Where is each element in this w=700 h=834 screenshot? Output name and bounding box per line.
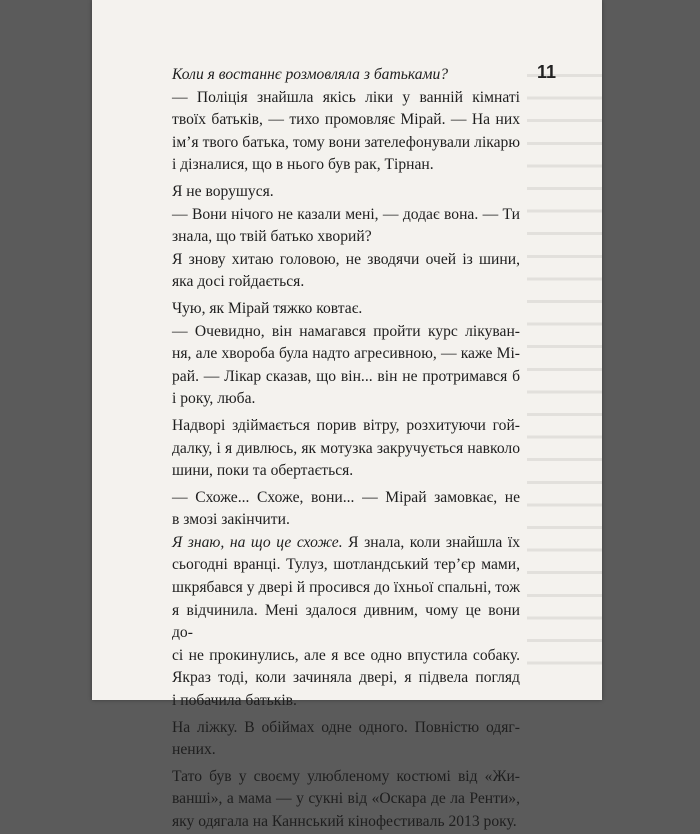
line-text: шини, поки та обертається. [172, 462, 354, 480]
line-text: і дізналися, що в нього був рак, Тірнан. [172, 156, 434, 174]
line-text: і побачила батьків. [172, 692, 297, 710]
body-text [172, 64, 520, 834]
line-text: Чую, як Мірай тяжко ковтає. [172, 299, 363, 317]
line-text: твоїх батьків, — тихо промовляє Мірай. — На них [172, 111, 520, 129]
line-text: яку одягала на Каннський кінофестиваль 2013 року. [172, 813, 517, 830]
line-text: ванші», а мама — у сукні від «Оскара де ла Ренти», [172, 790, 520, 808]
line-text: Тато був у своєму улюбленому костюмі від «Жи- [172, 767, 520, 785]
line-text: Коли я востаннє розмовляла з батьками? [172, 66, 449, 83]
text-line [172, 717, 520, 740]
text-line [172, 271, 520, 294]
line-text: — Вони нічого не казали мені, — додає вона. — Ти [172, 205, 520, 223]
line-text: — Очевидно, він намагався пройти курс лікуван- [172, 322, 520, 340]
line-text: сі не прокинулись, але я все одно впустила собаку. [172, 646, 520, 664]
line-text: яка досі гойдається. [172, 273, 305, 291]
text-line [172, 811, 520, 834]
paragraph [172, 321, 520, 411]
page-number: 11 [537, 62, 557, 82]
line-text: — Схоже... Схоже, вони... — Мірай замовкає, не [172, 488, 520, 506]
text-line [172, 509, 520, 532]
paragraph [172, 181, 520, 204]
text-line [172, 132, 520, 155]
line-text: Я знову хитаю головою, не зводячи очей із шини, [172, 250, 520, 268]
text-line [172, 577, 520, 600]
text-line [172, 667, 520, 690]
paragraph [172, 249, 520, 294]
text-line [172, 343, 520, 366]
text-line [172, 109, 520, 132]
text-line [172, 532, 520, 555]
text-line [172, 298, 520, 321]
line-text: сьогодні вранці. Тулуз, шотландський тер’єр мами, [172, 556, 520, 574]
text-line [172, 600, 520, 645]
text-line [172, 739, 520, 762]
line-text-rest: Я знала, коли знайшла їх [342, 533, 520, 551]
text-line [172, 181, 520, 204]
text-line [172, 645, 520, 668]
line-text: ім’я твого батька, тому вони зателефонували лікарю [172, 133, 520, 151]
line-text: далку, і я дивлюсь, як мотузка закручується навколо [172, 439, 520, 457]
paragraph [172, 415, 520, 483]
line-text: нених. [172, 741, 216, 759]
line-text: — Поліція знайшла якісь ліки у ванній кімнаті [172, 88, 520, 106]
line-text: шкрябався у двері й просився до їхньої спальні, тож [172, 579, 520, 597]
text-line [172, 460, 520, 483]
text-line [172, 766, 520, 789]
text-line [172, 366, 520, 389]
paragraph [172, 64, 520, 87]
text-line [172, 554, 520, 577]
line-text: ня, але хвороба була надто агресивною, — каже Мі- [172, 345, 520, 363]
line-text: Я не ворушуся. [172, 182, 274, 200]
line-text: Я знаю, на що це схоже. [172, 533, 343, 551]
line-text: я відчинила. Мені здалося дивним, чому це вони до- [172, 601, 520, 642]
line-text: На ліжку. В обіймах одне одного. Повністю одяг- [172, 718, 520, 736]
line-text: рай. — Лікар сказав, що він... він не протримався б [172, 367, 520, 385]
text-line [172, 690, 520, 713]
text-line [172, 788, 520, 811]
line-text: і року, люба. [172, 390, 256, 408]
text-line [172, 154, 520, 177]
text-line [172, 249, 520, 272]
line-text: Якраз тоді, коли зачиняла двері, я підвела погляд [172, 669, 520, 687]
text-line [172, 64, 520, 87]
text-line [172, 204, 520, 227]
text-line [172, 487, 520, 510]
line-text: Надворі здіймається порив вітру, розхитуючи гой- [172, 416, 520, 434]
text-line [172, 87, 520, 110]
paragraph [172, 298, 520, 321]
paragraph [172, 532, 520, 713]
line-text: знала, що твій батько хворий? [172, 228, 372, 246]
show-through-text [527, 60, 602, 680]
paragraph [172, 487, 520, 532]
book-page [92, 0, 602, 830]
paragraph [172, 204, 520, 249]
text-line [172, 388, 520, 411]
paragraph [172, 717, 520, 762]
text-line [172, 415, 520, 438]
paragraph [172, 766, 520, 834]
text-line [172, 438, 520, 461]
text-line [172, 321, 520, 344]
line-text: в змозі закінчити. [172, 511, 290, 529]
paragraph [172, 87, 520, 177]
text-line [172, 226, 520, 249]
